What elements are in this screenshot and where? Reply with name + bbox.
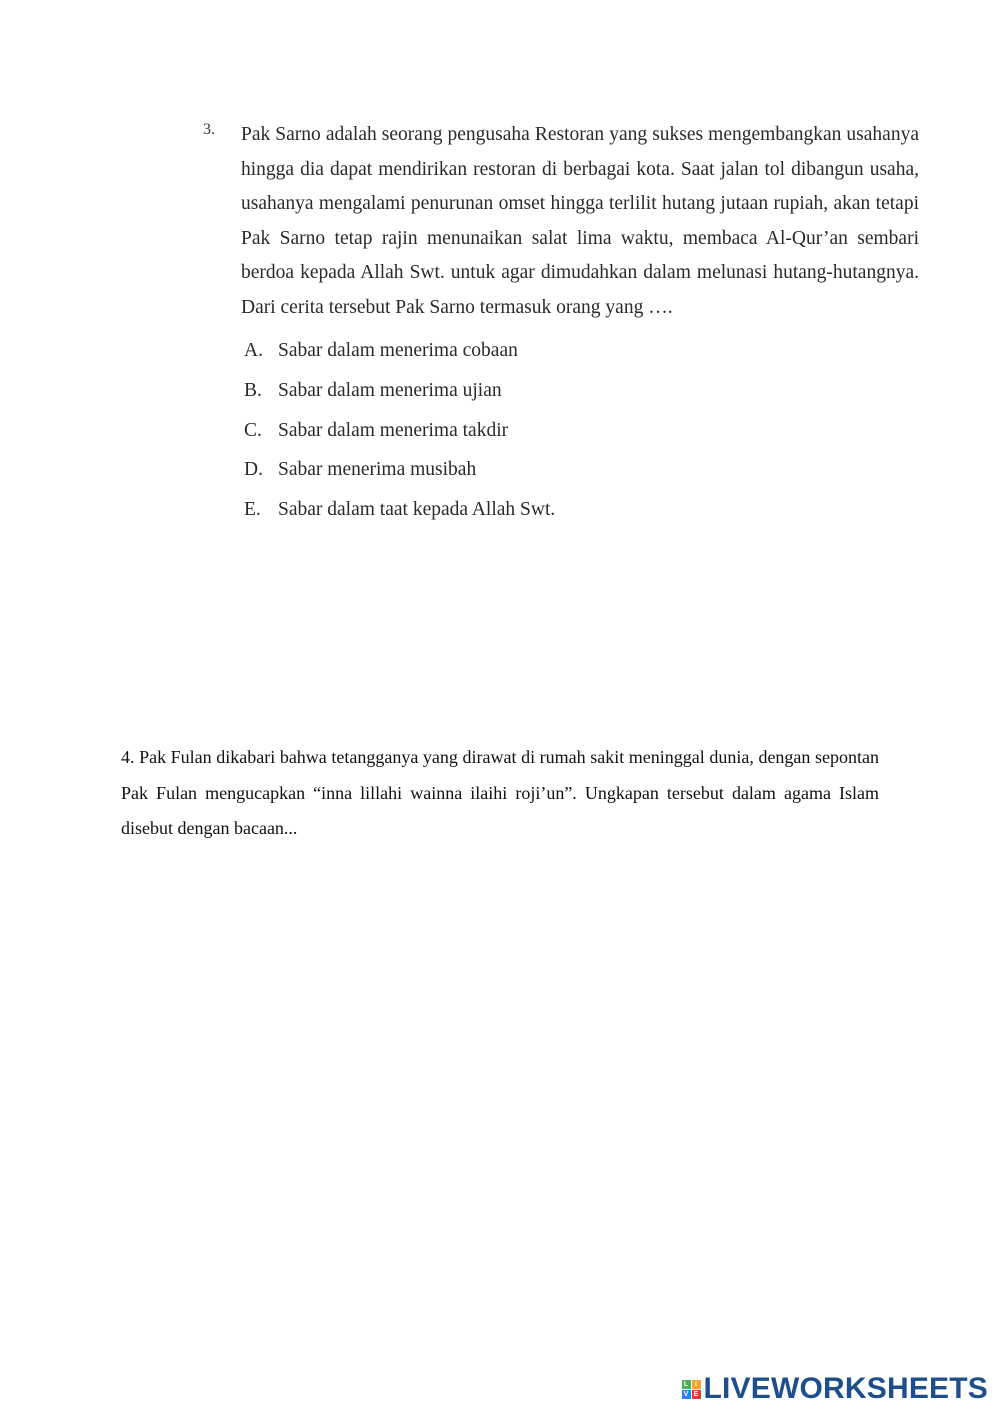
option-c	[244, 411, 919, 451]
question-3-text: Pak Sarno adalah seorang pengusaha Restoran yang sukses mengembangkan usahanya hingga dia dapat mendirikan restoran di berbagai kota. Saat jalan tol dibangun usaha, usahanya mengalami penurunan omset hingga terlilit hutang jutaan rupiah, akan tetapi Pak Sarno tetap rajin menunaikan salat lima waktu, membaca Al-Qur’an sembari berdoa kepada Allah Swt. untuk agar dimudahkan dalam melunasi hutang-hutangnya. Dari cerita tersebut Pak Sarno termasuk orang yang ….	[241, 124, 919, 318]
question-4-text: 4. Pak Fulan dikabari bahwa tetangganya yang dirawat di rumah sakit meninggal dunia, dengan sepontan Pak Fulan mengucapkan “inna lillahi wainna ilaihi roji’un”. Ungkapan tersebut dalam agama Islam disebut dengan bacaan...	[121, 747, 879, 838]
option-a	[244, 331, 919, 371]
brand-name: LIVEWORKSHEETS	[703, 1372, 988, 1405]
option-text: Sabar dalam menerima ujian	[278, 379, 502, 401]
option-text: Sabar dalam menerima cobaan	[278, 340, 518, 361]
option-letter: B.	[244, 379, 262, 401]
option-d	[244, 450, 919, 490]
option-letter: C.	[244, 419, 262, 441]
liveworksheets-logo-icon	[682, 1380, 701, 1399]
question-3	[203, 118, 919, 530]
logo-letter: V	[682, 1390, 691, 1399]
option-e	[244, 490, 919, 530]
option-letter: E.	[244, 499, 261, 521]
option-letter: D.	[244, 459, 263, 481]
option-text: Sabar menerima musibah	[278, 459, 477, 481]
option-letter: A.	[244, 340, 263, 361]
logo-letter: I	[692, 1380, 701, 1389]
option-text: Sabar dalam taat kepada Allah Swt.	[278, 499, 556, 521]
logo-letter: L	[682, 1380, 691, 1389]
liveworksheets-brand	[682, 1372, 989, 1406]
question-3-number: 3.	[203, 121, 215, 138]
logo-letter: E	[692, 1390, 701, 1399]
option-text: Sabar dalam menerima takdir	[278, 419, 509, 441]
question-3-options	[244, 331, 919, 530]
option-b	[244, 371, 919, 411]
